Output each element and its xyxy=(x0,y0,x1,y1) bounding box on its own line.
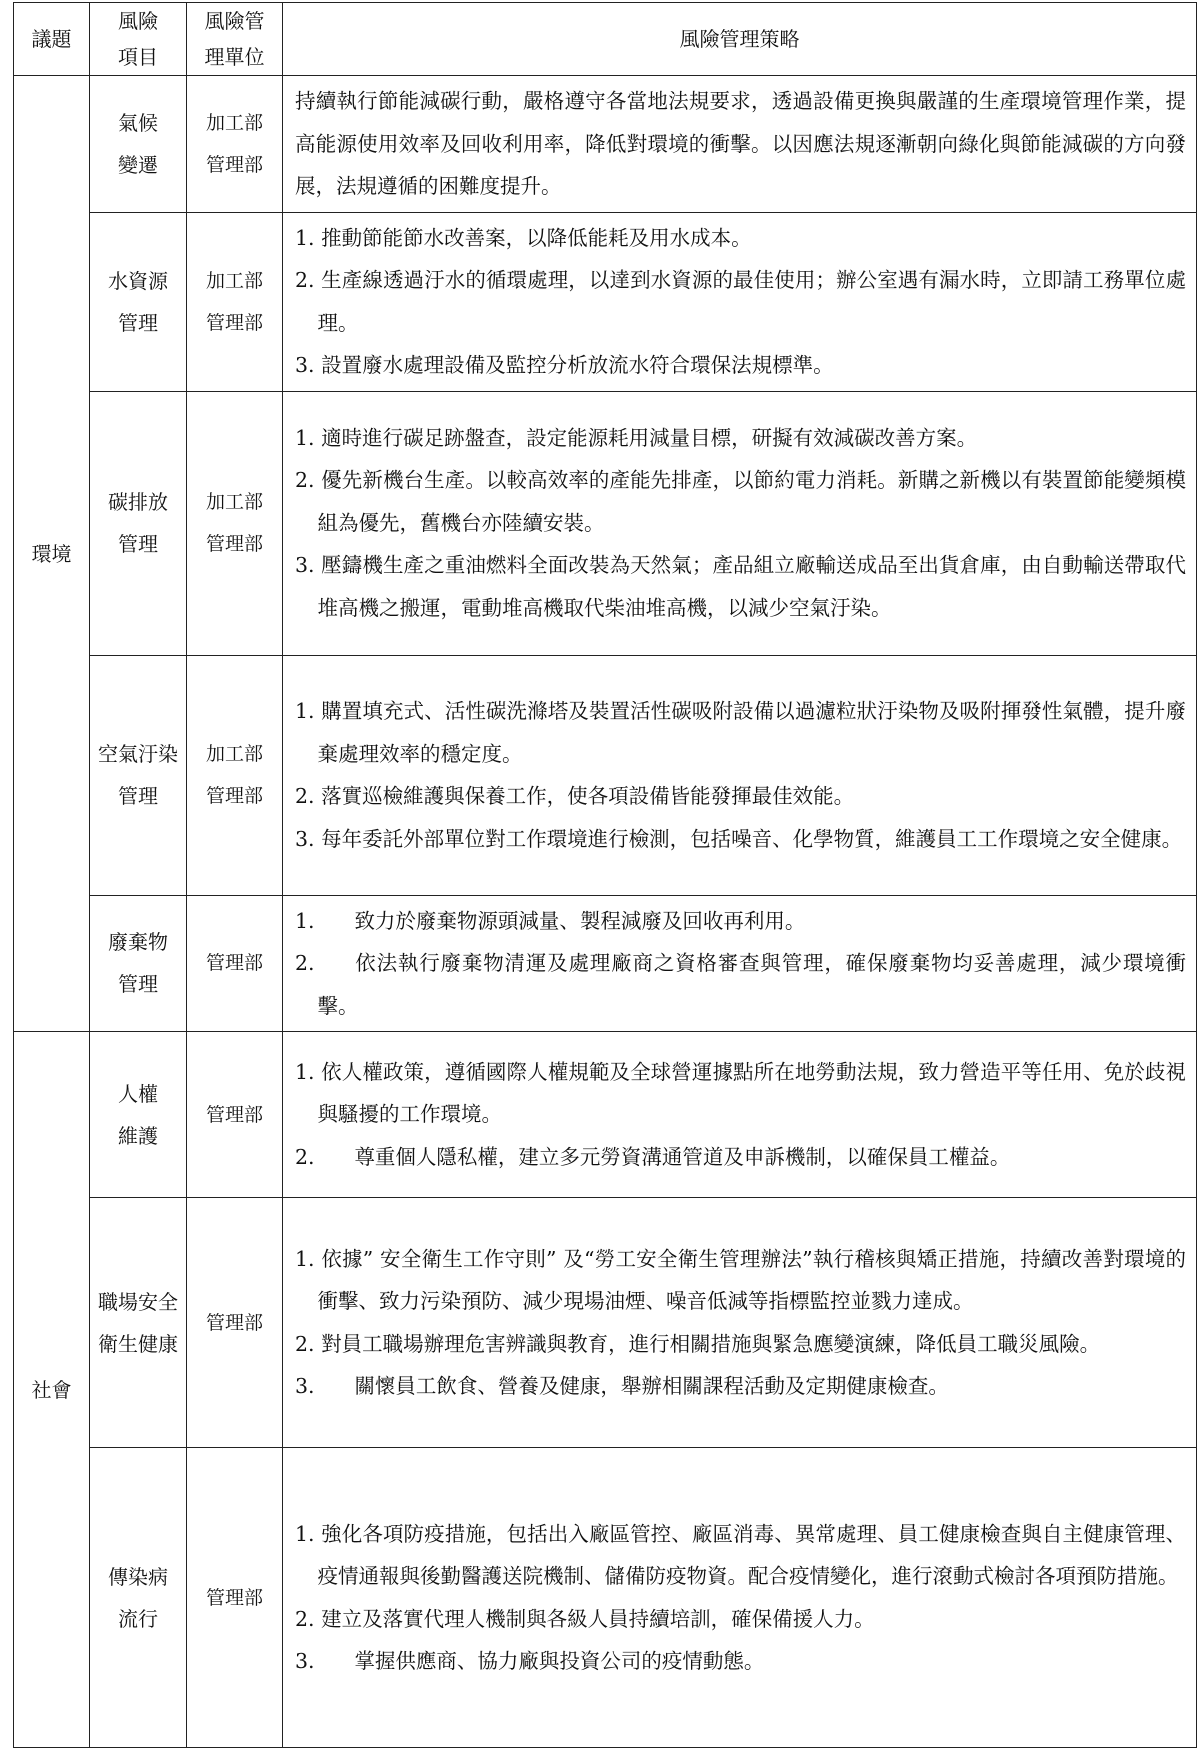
table-row xyxy=(14,1198,1197,1448)
header-strategy: 風險管理策略 xyxy=(283,3,1197,76)
issue-social: 社會 xyxy=(14,1032,90,1748)
header-risk-item: 風險 項目 xyxy=(90,3,187,76)
table-row xyxy=(14,212,1197,391)
header-issue: 議題 xyxy=(14,3,90,76)
strategy-cell xyxy=(283,76,1197,213)
risk-unit-cell: 管理部 xyxy=(187,1448,283,1748)
strategy-line: 1. 推動節能節水改善案，以降低能耗及用水成本。 xyxy=(295,225,752,250)
risk-item-cell: 碳排放 管理 xyxy=(90,391,187,655)
strategy-line: 1. 強化各項防疫措施，包括出入廠區管控、廠區消毒、異常處理、員工健康檢查與自主健康管理、疫情通報與後勤醫護送院機制、儲備防疫物資。配合疫情變化，進行滾動式檢討各項預防措施。 xyxy=(295,1521,1186,1588)
risk-item-cell: 氣候 變遷 xyxy=(90,76,187,213)
strategy-cell xyxy=(283,1032,1197,1198)
strategy-cell xyxy=(283,1448,1197,1748)
risk-unit-cell: 加工部 管理部 xyxy=(187,212,283,391)
strategy-line: 2. 對員工職場辦理危害辨識與教育，進行相關措施與緊急應變演練，降低員工職災風險。 xyxy=(295,1331,1101,1356)
risk-management-table xyxy=(13,2,1197,1748)
strategy-line: 2. 落實巡檢維護與保養工作，使各項設備皆能發揮最佳效能。 xyxy=(295,784,855,808)
table-row xyxy=(14,895,1197,1032)
table-row xyxy=(14,655,1197,895)
strategy-cell xyxy=(283,1198,1197,1448)
risk-item-cell: 廢棄物 管理 xyxy=(90,895,187,1032)
strategy-line: 1. 購置填充式、活性碳洗滌塔及裝置活性碳吸附設備以過濾粒狀汙染物及吸附揮發性氣體，提升廢棄處理效率的穩定度。 xyxy=(295,699,1186,766)
header-risk-unit: 風險管 理單位 xyxy=(187,3,283,76)
strategy-line: 1. 致力於廢棄物源頭減量、製程減廢及回收再利用。 xyxy=(295,908,806,933)
strategy-line: 3. 每年委託外部單位對工作環境進行檢測，包括噪音、化學物質，維護員工工作環境之安全健康。 xyxy=(295,826,1183,851)
strategy-line: 1. 依人權政策，遵循國際人權規範及全球營運據點所在地勞動法規，致力營造平等任用、免於歧視與騷擾的工作環境。 xyxy=(295,1059,1186,1127)
strategy-line: 3. 掌握供應商、協力廠與投資公司的疫情動態。 xyxy=(295,1649,765,1673)
risk-unit-cell: 管理部 xyxy=(187,1198,283,1448)
table-row xyxy=(14,1032,1197,1198)
risk-unit-cell: 加工部 管理部 xyxy=(187,76,283,213)
strategy-cell xyxy=(283,212,1197,391)
risk-item-cell: 空氣汙染 管理 xyxy=(90,655,187,895)
strategy-line: 2. 依法執行廢棄物清運及處理廠商之資格審查與管理，確保廢棄物均妥善處理，減少環境衝擊。 xyxy=(295,951,1186,1018)
strategy-line: 1. 適時進行碳足跡盤查，設定能源耗用減量目標，研擬有效減碳改善方案。 xyxy=(295,425,978,450)
strategy-line: 3. 設置廢水處理設備及監控分析放流水符合環保法規標準。 xyxy=(295,353,834,377)
strategy-cell xyxy=(283,895,1197,1032)
strategy-cell xyxy=(283,391,1197,655)
strategy-line: 3. 壓鑄機生產之重油燃料全面改裝為天然氣；產品組立廠輸送成品至出貨倉庫，由自動輸送帶取代堆高機之搬運，電動堆高機取代柴油堆高機，以減少空氣汙染。 xyxy=(295,553,1186,620)
header-row xyxy=(14,3,1197,76)
risk-unit-cell: 管理部 xyxy=(187,895,283,1032)
strategy-line: 2. 尊重個人隱私權，建立多元勞資溝通管道及申訴機制，以確保員工權益。 xyxy=(295,1144,1011,1169)
table-row xyxy=(14,1448,1197,1748)
strategy-line: 2. 建立及落實代理人機制與各級人員持續培訓，確保備援人力。 xyxy=(295,1606,875,1631)
strategy-line: 2. 生產線透過汙水的循環處理，以達到水資源的最佳使用；辦公室遇有漏水時，立即請工務單位處理。 xyxy=(295,268,1186,335)
risk-item-cell: 職場安全 衛生健康 xyxy=(90,1198,187,1448)
table-row xyxy=(14,76,1197,213)
risk-item-cell: 傳染病 流行 xyxy=(90,1448,187,1748)
table-row xyxy=(14,391,1197,655)
risk-unit-cell: 管理部 xyxy=(187,1032,283,1198)
strategy-cell xyxy=(283,655,1197,895)
strategy-line: 1. 依據” 安全衛生工作守則” 及“勞工安全衛生管理辦法”執行稽核與矯正措施，持續改善對環境的衝擊、致力污染預防、減少現場油煙、噪音低減等指標監控並戮力達成。 xyxy=(295,1246,1186,1313)
risk-item-cell: 人權 維護 xyxy=(90,1032,187,1198)
risk-item-cell: 水資源 管理 xyxy=(90,212,187,391)
risk-unit-cell: 加工部 管理部 xyxy=(187,391,283,655)
strategy-line: 2. 優先新機台生產。以較高效率的產能先排產，以節約電力消耗。新購之新機以有裝置節能變頻模組為優先，舊機台亦陸續安裝。 xyxy=(295,468,1186,535)
risk-unit-cell: 加工部 管理部 xyxy=(187,655,283,895)
issue-environment: 環境 xyxy=(14,76,90,1032)
strategy-line: 持續執行節能減碳行動，嚴格遵守各當地法規要求，透過設備更換與嚴謹的生產環境管理作業，提高能源使用效率及回收利用率，降低對環境的衝擊。以因應法規逐漸朝向綠化與節能減碳的方向發展，法規遵循的困難度提升。 xyxy=(295,89,1186,198)
strategy-line: 3. 關懷員工飲食、營養及健康，舉辦相關課程活動及定期健康檢查。 xyxy=(295,1374,949,1398)
